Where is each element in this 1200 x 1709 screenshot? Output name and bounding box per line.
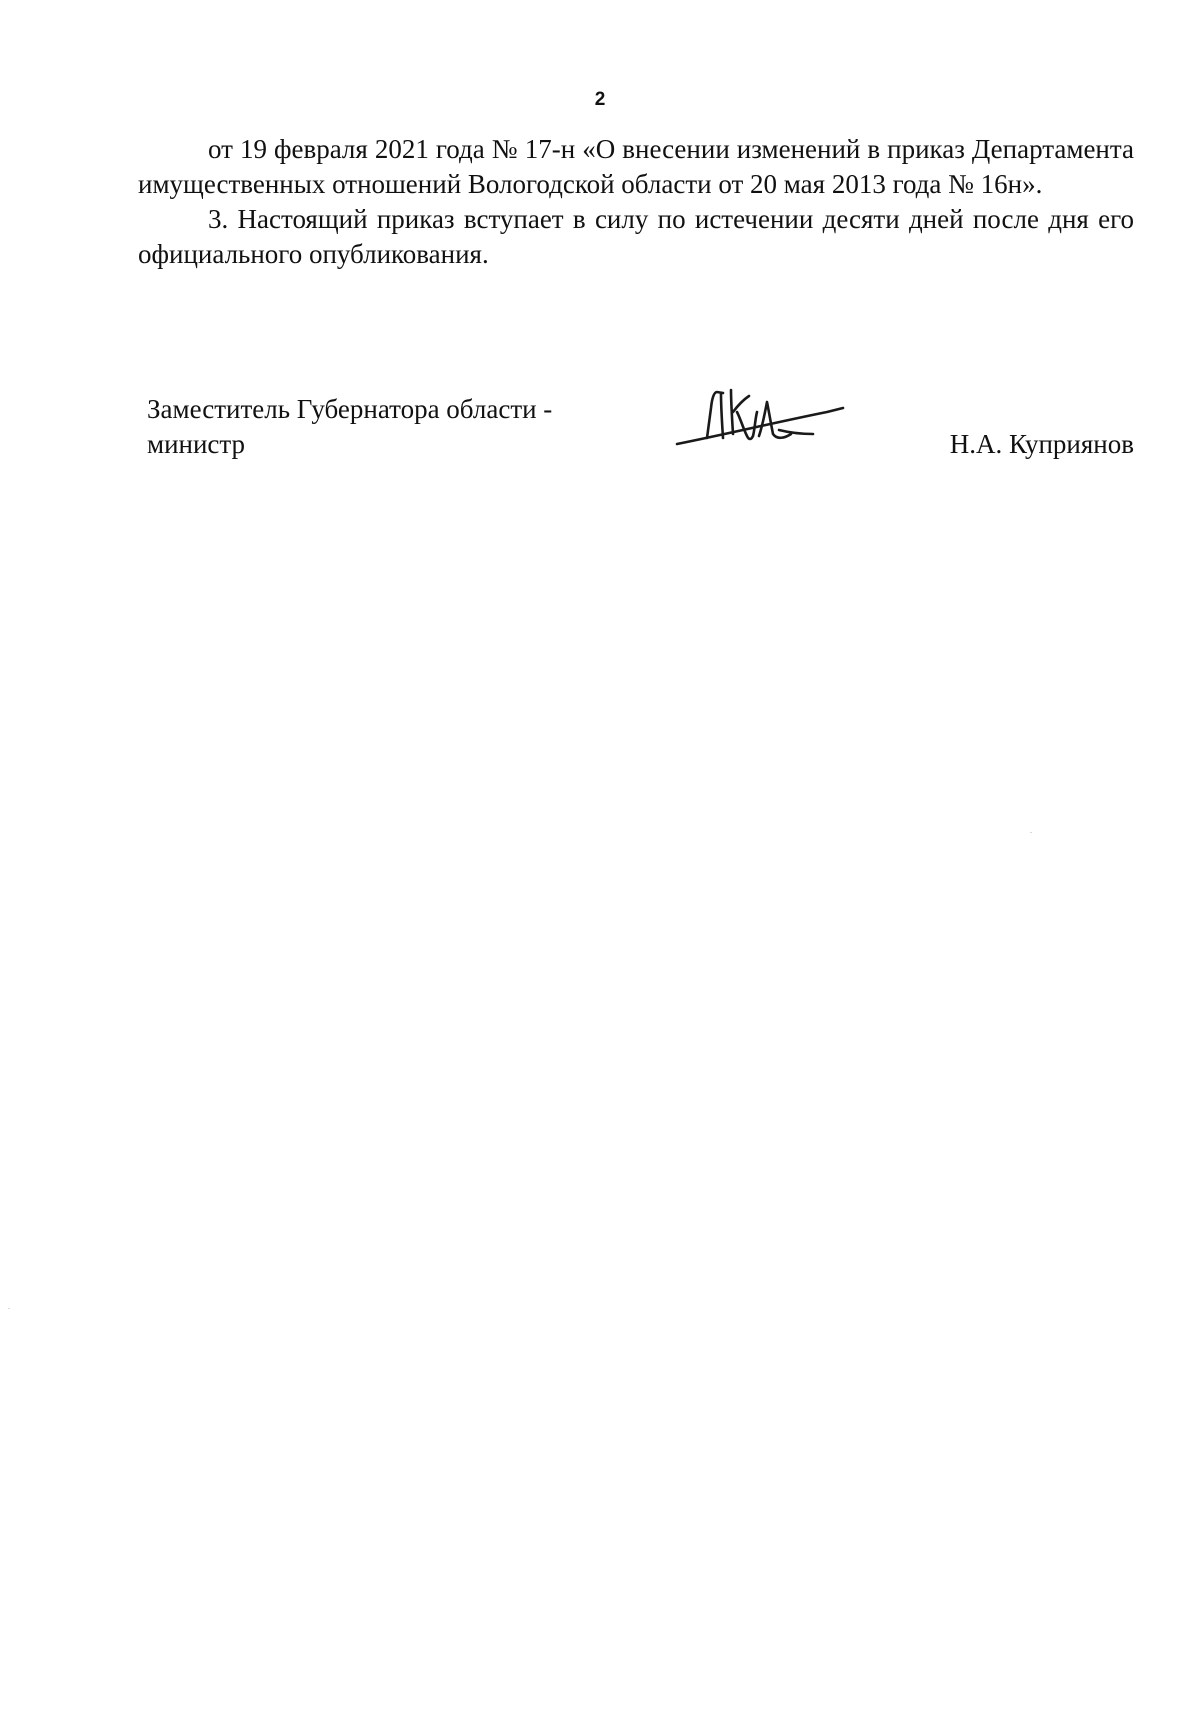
signer-position-line2: министр — [147, 429, 246, 459]
document-body — [138, 132, 1134, 272]
signer-position-line1: Заместитель Губернатора области - — [147, 394, 553, 424]
signature-block — [147, 392, 1134, 472]
signer-position — [147, 392, 607, 462]
scan-speck — [1030, 832, 1032, 833]
paragraph-effective-date: 3. Настоящий приказ вступает в силу по истечении десяти дней после дня его официального опубликования. — [138, 204, 1134, 269]
signer-name: Н.А. Куприянов — [949, 429, 1134, 459]
paragraph-continuation: от 19 февраля 2021 года № 17-н «О внесении изменений в приказ Департамента имущественных отношений Вологодской области от 20 мая 2013 года № 16н». — [138, 134, 1134, 199]
page-number: 2 — [594, 89, 606, 110]
scan-speck — [8, 1308, 10, 1309]
handwritten-signature — [667, 372, 847, 454]
